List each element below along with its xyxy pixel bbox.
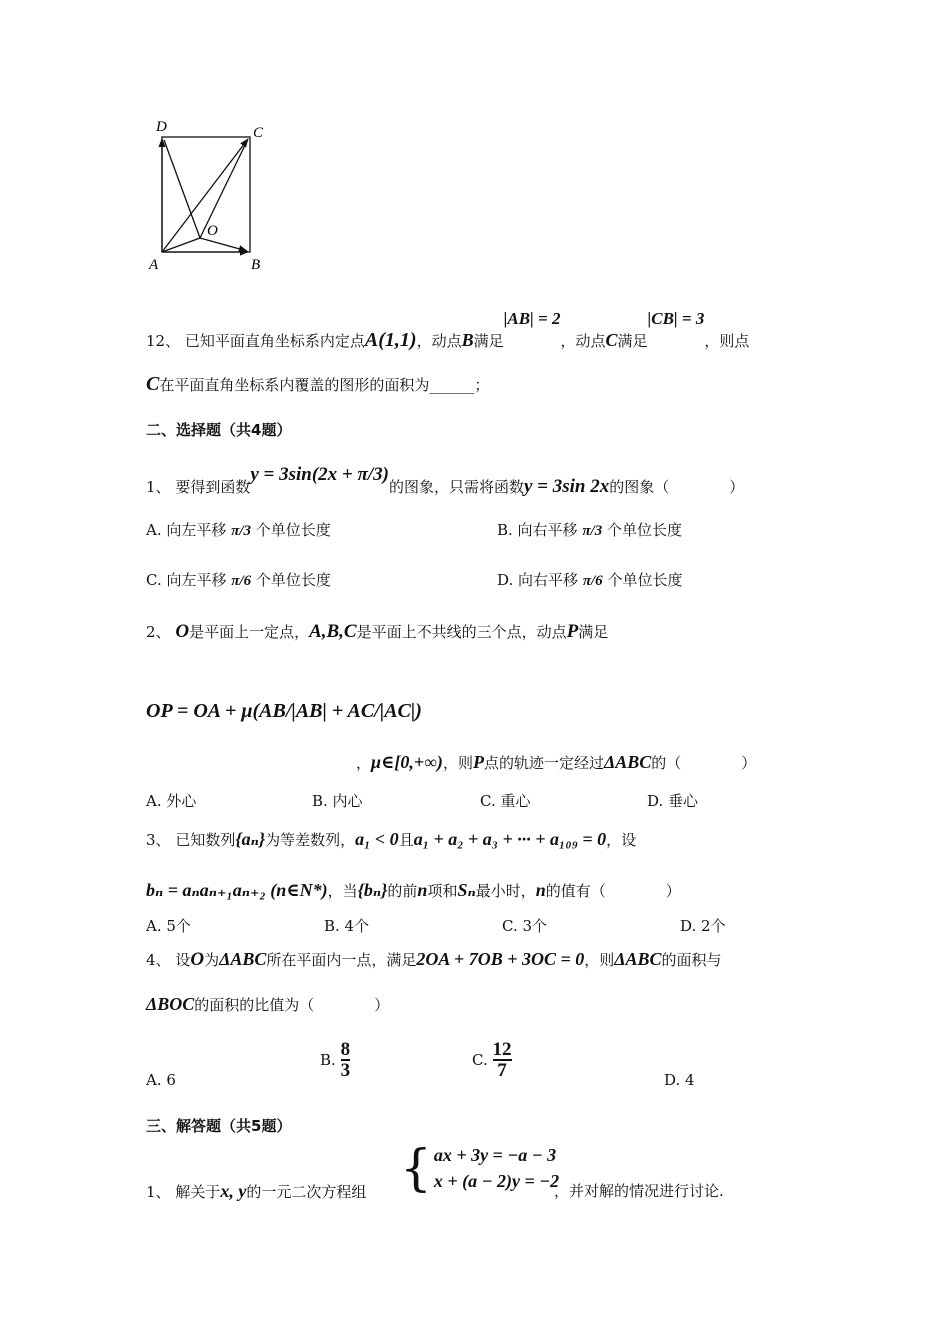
- mc2-stem-line1: [146, 622, 608, 642]
- text: ，则: [584, 951, 615, 969]
- question-12-line1: [146, 309, 750, 351]
- text: 点的轨迹一定经过: [483, 754, 604, 772]
- denominator: 3: [340, 1060, 351, 1081]
- label-D: D: [156, 119, 167, 135]
- option-label: B.: [320, 1051, 336, 1069]
- condition-a1: a₁ < 0: [355, 829, 399, 849]
- mc1-option-a: [146, 520, 331, 541]
- definition-b: bₙ = aₙaₙ₊₁aₙ₊₂ (n∈N*): [146, 880, 328, 900]
- text: ，当: [327, 882, 358, 900]
- text: 解关于: [175, 1183, 221, 1201]
- text: ，动点: [560, 332, 606, 350]
- option-label: C. 向左平移: [146, 571, 227, 589]
- text: 的面积与: [661, 951, 722, 969]
- left-brace: {: [400, 1139, 432, 1197]
- shift-fraction: π/6: [231, 573, 252, 589]
- mc1-option-b: [497, 520, 682, 541]
- triangle-abc: ΔABC: [614, 949, 662, 969]
- text: 的图象，只需将函数: [388, 478, 524, 496]
- vector-OB: [200, 238, 247, 251]
- shift-fraction: π/6: [582, 573, 603, 589]
- triangle-abc: ΔABC: [603, 752, 652, 772]
- mu-range: μ∈[0,+∞): [371, 752, 443, 772]
- fraction-8-3: [341, 1040, 351, 1080]
- text: 为: [204, 951, 220, 969]
- triangle-boc: ΔBOC: [146, 994, 195, 1014]
- mc2-option-c: C. 重心: [480, 792, 531, 810]
- equation-2: x + (a − 2)y = −2: [433, 1171, 560, 1191]
- vars-xy: x, y: [220, 1181, 247, 1201]
- text: 最小时，: [475, 882, 536, 900]
- vars-abc: A,B,C: [309, 621, 357, 642]
- question-number: 2、: [146, 623, 171, 641]
- mc4-option-d: D. 4: [664, 1071, 695, 1089]
- option-suffix: 个单位长度: [255, 571, 331, 589]
- mc2-option-b: B. 内心: [312, 792, 363, 810]
- text: ，则点: [704, 332, 750, 350]
- rectangle-diagram: [140, 112, 280, 272]
- condition-sum: a₁ + a₂ + a₃ + ··· + a₁₀₉ = 0: [413, 829, 607, 849]
- mc1-stem: [146, 464, 745, 497]
- text: 满足: [578, 623, 609, 641]
- text: 要得到函数: [175, 478, 251, 496]
- sequence-b: {bₙ}: [357, 880, 388, 900]
- label-O: O: [207, 223, 218, 239]
- mc3-option-d: D. 2个: [680, 917, 726, 935]
- section-3-title: 三、解答题（共5题）: [146, 1117, 292, 1135]
- mc3-option-c: C. 3个: [502, 917, 548, 935]
- norm-cb: |CB| = 3: [647, 309, 705, 328]
- text: 的（ ）: [651, 754, 757, 772]
- shift-fraction: π/3: [231, 523, 252, 539]
- text: 是平面上不共线的三个点，动点: [356, 623, 567, 641]
- point-a: A(1,1): [364, 329, 417, 351]
- function-2: y = 3sin 2x: [524, 476, 610, 497]
- section-2-title: 二、选择题（共4题）: [146, 421, 292, 439]
- mc2-option-d: D. 垂心: [647, 792, 699, 810]
- text: 的图象（ ）: [609, 478, 745, 496]
- text: ，则: [442, 754, 473, 772]
- option-suffix: 个单位长度: [255, 521, 331, 539]
- text: 是平面上一定点，: [189, 623, 310, 641]
- shift-fraction: π/3: [582, 523, 603, 539]
- question-12-line2: [146, 374, 489, 395]
- option-label: A. 向左平移: [146, 521, 227, 539]
- option-suffix: 个单位长度: [607, 571, 683, 589]
- text: 且: [398, 831, 414, 849]
- mc4-stem-line1: [146, 949, 722, 970]
- var-n: n: [417, 880, 428, 900]
- var-b: B: [461, 330, 474, 350]
- mc2-option-a: A. 外心: [146, 792, 197, 810]
- var-c: C: [146, 373, 160, 395]
- mc1-option-d: [497, 570, 682, 591]
- text: 的一元二次方程组: [246, 1183, 367, 1201]
- equation-lines: [434, 1142, 559, 1194]
- mc1-option-c: [146, 570, 331, 591]
- var-n: n: [535, 880, 546, 900]
- text: 已知数列: [175, 831, 236, 849]
- mc4-option-c: [472, 1040, 512, 1080]
- denominator: 7: [497, 1060, 507, 1081]
- text: 的前: [387, 882, 418, 900]
- var-o: O: [190, 949, 205, 970]
- text: ，动点: [416, 332, 462, 350]
- sa1-stem: [146, 1181, 366, 1202]
- numerator: 12: [492, 1039, 512, 1060]
- question-number: 1、: [146, 478, 171, 496]
- triangle-abc: ΔABC: [219, 949, 267, 969]
- label-A: A: [149, 257, 159, 272]
- text: 的面积的比值为（ ）: [194, 996, 390, 1014]
- option-label: B. 向右平移: [497, 521, 578, 539]
- equation-system: [400, 1140, 559, 1196]
- numerator: 8: [340, 1039, 351, 1060]
- mc3-stem-line2: [146, 880, 681, 901]
- question-number: 3、: [146, 831, 171, 849]
- mc4-stem-line2: [146, 994, 389, 1015]
- label-C: C: [253, 125, 264, 141]
- option-suffix: 个单位长度: [606, 521, 682, 539]
- sa1-stem-end: ，并对解的情况进行讨论.: [554, 1182, 724, 1200]
- equation-1: ax + 3y = −a − 3: [433, 1145, 557, 1165]
- var-s: Sₙ: [457, 880, 476, 900]
- text: 满足: [473, 332, 504, 350]
- vector-equation: 2OA + 7OB + 3OC = 0: [416, 949, 585, 969]
- var-o: O: [175, 621, 190, 642]
- option-label: D. 向右平移: [497, 571, 579, 589]
- option-label: C.: [472, 1051, 488, 1069]
- mc2-vector-formula: OP = OA + μ(AB/|AB| + AC/|AC|): [146, 700, 422, 722]
- question-number: 1、: [146, 1183, 171, 1201]
- var-c: C: [605, 330, 618, 350]
- question-number: 4、: [146, 951, 171, 969]
- text: 的值有（ ）: [545, 882, 681, 900]
- text: 为等差数列，: [265, 831, 356, 849]
- sequence-a: {aₙ}: [235, 829, 266, 849]
- text: 在平面直角坐标系内覆盖的图形的面积为______；: [159, 376, 490, 394]
- function-1: y = 3sin(2x + π/3): [250, 464, 389, 485]
- text: 所在平面内一点，满足: [266, 951, 417, 969]
- question-number: 12、: [146, 332, 181, 350]
- geometry-figure: [140, 112, 280, 272]
- text: ，设: [606, 831, 637, 849]
- mc4-option-b: [320, 1040, 350, 1080]
- var-p: P: [472, 752, 484, 772]
- mc3-option-a: A. 5个: [146, 917, 191, 935]
- segment-OD: [164, 140, 200, 238]
- text: 设: [175, 951, 191, 969]
- fraction-12-7: [493, 1040, 512, 1080]
- text: 项和: [427, 882, 458, 900]
- text: ，: [356, 754, 372, 772]
- label-B: B: [251, 257, 261, 272]
- text: 已知平面直角坐标系内定点: [184, 332, 365, 350]
- mc2-stem-line3: [356, 752, 756, 773]
- vector-AC: [162, 139, 248, 252]
- norm-ab: |AB| = 2: [503, 309, 561, 328]
- mc4-option-a: A. 6: [146, 1071, 176, 1089]
- mc3-stem-line1: [146, 829, 636, 850]
- var-p: P: [566, 621, 579, 642]
- text: 满足: [617, 332, 648, 350]
- mc3-option-b: B. 4个: [324, 917, 370, 935]
